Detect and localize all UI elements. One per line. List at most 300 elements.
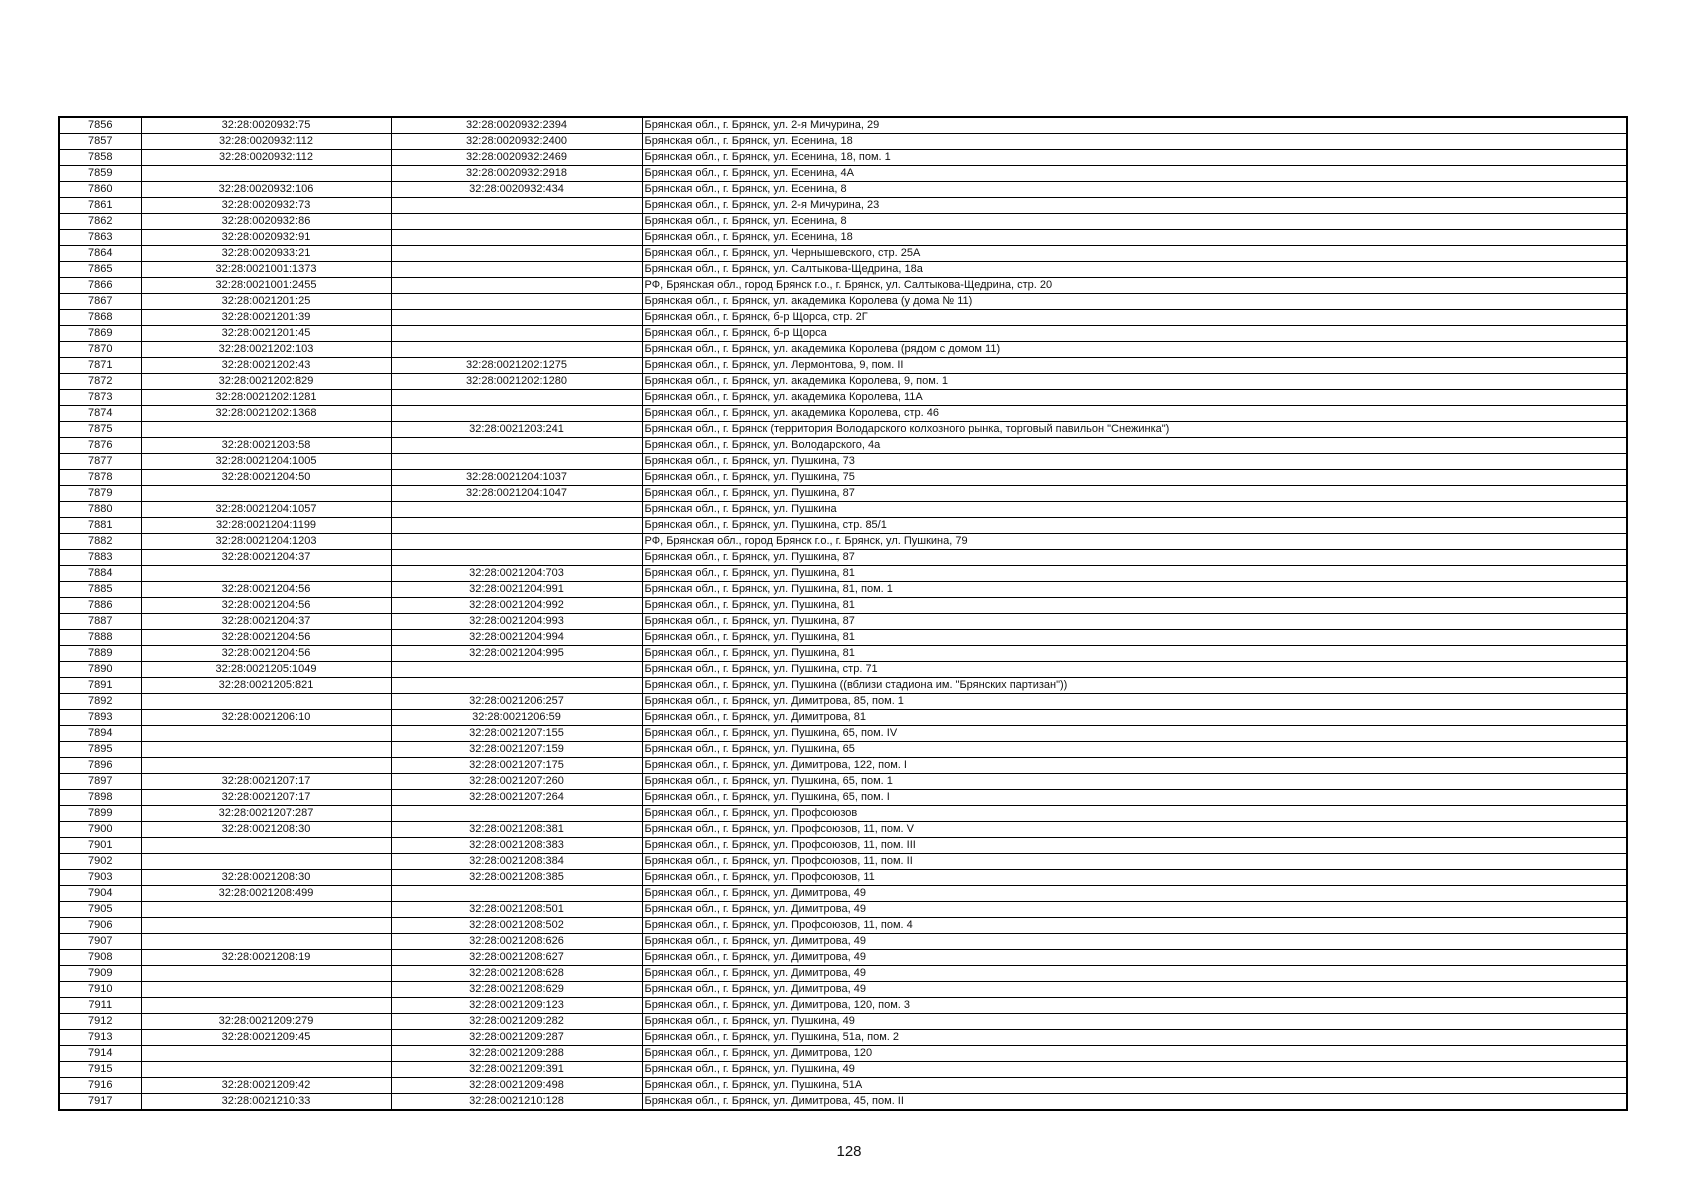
address-cell: Брянская обл., г. Брянск, ул. Пушкина, 65, пом. IV [642,726,1627,742]
object-cadastral-number-cell: 32:28:0021207:175 [391,758,642,774]
object-cadastral-number-cell: 32:28:0020932:2394 [391,117,642,134]
object-cadastral-number-cell: 32:28:0021208:502 [391,918,642,934]
land-cadastral-number-cell [141,1046,391,1062]
address-cell: Брянская обл., г. Брянск, ул. Пушкина, 49 [642,1062,1627,1078]
row-number-cell: 7861 [59,198,141,214]
row-number-cell: 7910 [59,982,141,998]
land-cadastral-number-cell: 32:28:0021205:821 [141,678,391,694]
address-cell: Брянская обл., г. Брянск, ул. Пушкина, 81, пом. 1 [642,582,1627,598]
row-number-cell: 7865 [59,262,141,278]
row-number-cell: 7895 [59,742,141,758]
land-cadastral-number-cell: 32:28:0021204:37 [141,614,391,630]
address-cell: Брянская обл., г. Брянск, ул. Димитрова, 49 [642,886,1627,902]
address-cell: Брянская обл., г. Брянск, ул. Профсоюзов, 11, пом. 4 [642,918,1627,934]
row-number-cell: 7882 [59,534,141,550]
object-cadastral-number-cell [391,406,642,422]
address-cell: Брянская обл., г. Брянск, ул. Лермонтова, 9, пом. II [642,358,1627,374]
table-row [59,774,1627,790]
row-number-cell: 7862 [59,214,141,230]
object-cadastral-number-cell [391,678,642,694]
land-cadastral-number-cell: 32:28:0020933:21 [141,246,391,262]
land-cadastral-number-cell: 32:28:0021204:1057 [141,502,391,518]
land-cadastral-number-cell [141,422,391,438]
row-number-cell: 7868 [59,310,141,326]
table-row [59,806,1627,822]
address-cell: Брянская обл., г. Брянск, ул. Салтыкова-Щедрина, 18а [642,262,1627,278]
object-cadastral-number-cell: 32:28:0021202:1275 [391,358,642,374]
land-cadastral-number-cell: 32:28:0021202:43 [141,358,391,374]
object-cadastral-number-cell: 32:28:0021204:995 [391,646,642,662]
object-cadastral-number-cell: 32:28:0021206:59 [391,710,642,726]
address-cell: Брянская обл., г. Брянск, ул. Димитрова, 49 [642,950,1627,966]
address-cell: Брянская обл., г. Брянск, ул. Профсоюзов, 11, пом. III [642,838,1627,854]
row-number-cell: 7872 [59,374,141,390]
object-cadastral-number-cell: 32:28:0020932:2400 [391,134,642,150]
land-cadastral-number-cell [141,838,391,854]
row-number-cell: 7908 [59,950,141,966]
object-cadastral-number-cell [391,230,642,246]
address-cell: Брянская обл., г. Брянск, ул. Есенина, 8 [642,182,1627,198]
row-number-cell: 7884 [59,566,141,582]
object-cadastral-number-cell [391,438,642,454]
object-cadastral-number-cell [391,502,642,518]
object-cadastral-number-cell [391,294,642,310]
object-cadastral-number-cell [391,662,642,678]
land-cadastral-number-cell: 32:28:0021208:30 [141,870,391,886]
land-cadastral-number-cell: 32:28:0021210:33 [141,1094,391,1111]
row-number-cell: 7857 [59,134,141,150]
row-number-cell: 7883 [59,550,141,566]
row-number-cell: 7898 [59,790,141,806]
address-cell: Брянская обл., г. Брянск, ул. Пушкина, 65, пом. 1 [642,774,1627,790]
row-number-cell: 7913 [59,1030,141,1046]
land-cadastral-number-cell: 32:28:0021202:1368 [141,406,391,422]
address-cell: Брянская обл., г. Брянск, ул. Пушкина, 87 [642,614,1627,630]
address-cell: Брянская обл., г. Брянск, ул. Пушкина, 81 [642,630,1627,646]
object-cadastral-number-cell: 32:28:0021209:123 [391,998,642,1014]
table-row [59,662,1627,678]
object-cadastral-number-cell: 32:28:0021208:381 [391,822,642,838]
table-row [59,1062,1627,1078]
table-row [59,502,1627,518]
table-row [59,246,1627,262]
table-row [59,1014,1627,1030]
address-cell: Брянская обл., г. Брянск, ул. Пушкина, 51а, пом. 2 [642,1030,1627,1046]
row-number-cell: 7907 [59,934,141,950]
land-cadastral-number-cell: 32:28:0020932:73 [141,198,391,214]
table-body [59,117,1627,1110]
object-cadastral-number-cell: 32:28:0021207:264 [391,790,642,806]
object-cadastral-number-cell [391,278,642,294]
object-cadastral-number-cell: 32:28:0021207:159 [391,742,642,758]
land-cadastral-number-cell [141,998,391,1014]
land-cadastral-number-cell: 32:28:0021208:499 [141,886,391,902]
table-row [59,582,1627,598]
table-row [59,150,1627,166]
object-cadastral-number-cell: 32:28:0021208:629 [391,982,642,998]
land-cadastral-number-cell: 32:28:0020932:75 [141,117,391,134]
land-cadastral-number-cell: 32:28:0020932:112 [141,150,391,166]
object-cadastral-number-cell: 32:28:0021208:628 [391,966,642,982]
table-row [59,950,1627,966]
table-row [59,966,1627,982]
object-cadastral-number-cell: 32:28:0021209:288 [391,1046,642,1062]
table-row [59,918,1627,934]
address-cell: Брянская обл., г. Брянск, ул. Димитрова, 49 [642,982,1627,998]
row-number-cell: 7912 [59,1014,141,1030]
land-cadastral-number-cell: 32:28:0020932:112 [141,134,391,150]
table-row [59,262,1627,278]
row-number-cell: 7881 [59,518,141,534]
land-cadastral-number-cell: 32:28:0020932:91 [141,230,391,246]
table-row [59,1030,1627,1046]
row-number-cell: 7893 [59,710,141,726]
object-cadastral-number-cell: 32:28:0021209:287 [391,1030,642,1046]
table-row [59,998,1627,1014]
object-cadastral-number-cell: 32:28:0021208:627 [391,950,642,966]
address-cell: Брянская обл., г. Брянск, ул. Димитрова, 49 [642,902,1627,918]
land-cadastral-number-cell: 32:28:0021203:58 [141,438,391,454]
object-cadastral-number-cell [391,214,642,230]
row-number-cell: 7899 [59,806,141,822]
table-row [59,886,1627,902]
address-cell: Брянская обл., г. Брянск, ул. академика Королева (у дома № 11) [642,294,1627,310]
table-row [59,870,1627,886]
land-cadastral-number-cell [141,758,391,774]
row-number-cell: 7858 [59,150,141,166]
row-number-cell: 7896 [59,758,141,774]
row-number-cell: 7890 [59,662,141,678]
table-row [59,550,1627,566]
table-row [59,982,1627,998]
object-cadastral-number-cell [391,390,642,406]
table-row [59,710,1627,726]
address-cell: Брянская обл., г. Брянск, ул. Димитрова, 120 [642,1046,1627,1062]
address-cell: Брянская обл., г. Брянск, ул. Пушкина ((вблизи стадиона им. "Брянских партизан")) [642,678,1627,694]
address-cell: Брянская обл., г. Брянск, ул. Пушкина, 65 [642,742,1627,758]
land-cadastral-number-cell: 32:28:0021202:103 [141,342,391,358]
table-row [59,470,1627,486]
table-row [59,117,1627,134]
object-cadastral-number-cell: 32:28:0020932:2918 [391,166,642,182]
row-number-cell: 7909 [59,966,141,982]
row-number-cell: 7903 [59,870,141,886]
address-cell: Брянская обл., г. Брянск, ул. Димитрова, 120, пом. 3 [642,998,1627,1014]
row-number-cell: 7867 [59,294,141,310]
table-row [59,598,1627,614]
object-cadastral-number-cell: 32:28:0021206:257 [391,694,642,710]
table-row [59,822,1627,838]
object-cadastral-number-cell [391,310,642,326]
row-number-cell: 7900 [59,822,141,838]
land-cadastral-number-cell: 32:28:0021204:1203 [141,534,391,550]
address-cell: Брянская обл., г. Брянск, ул. Профсоюзов, 11 [642,870,1627,886]
land-cadastral-number-cell [141,1062,391,1078]
address-cell: Брянская обл., г. Брянск, ул. академика Королева, стр. 46 [642,406,1627,422]
table-row [59,438,1627,454]
row-number-cell: 7901 [59,838,141,854]
table-row [59,518,1627,534]
address-cell: Брянская обл., г. Брянск, ул. Есенина, 8 [642,214,1627,230]
address-cell: Брянская обл., г. Брянск, ул. Пушкина, стр. 71 [642,662,1627,678]
land-cadastral-number-cell: 32:28:0021202:829 [141,374,391,390]
object-cadastral-number-cell [391,262,642,278]
land-cadastral-number-cell: 32:28:0021204:1199 [141,518,391,534]
address-cell: Брянская обл., г. Брянск, ул. Пушкина, 81 [642,598,1627,614]
address-cell: Брянская обл., г. Брянск, ул. Пушкина, 73 [642,454,1627,470]
table-row [59,838,1627,854]
object-cadastral-number-cell: 32:28:0021209:498 [391,1078,642,1094]
address-cell: Брянская обл., г. Брянск, ул. 2-я Мичурина, 29 [642,117,1627,134]
address-cell: Брянская обл., г. Брянск, ул. Димитрова, 49 [642,966,1627,982]
land-cadastral-number-cell [141,166,391,182]
table-row [59,854,1627,870]
address-cell: Брянская обл., г. Брянск, ул. 2-я Мичурина, 23 [642,198,1627,214]
table-row [59,566,1627,582]
address-cell: Брянская обл., г. Брянск, ул. Пушкина, 87 [642,550,1627,566]
cadastral-table [58,116,1628,1111]
land-cadastral-number-cell: 32:28:0021204:50 [141,470,391,486]
land-cadastral-number-cell: 32:28:0021001:1373 [141,262,391,278]
address-cell: Брянская обл., г. Брянск, б-р Щорса, стр. 2Г [642,310,1627,326]
table-row [59,278,1627,294]
address-cell: Брянская обл., г. Брянск, ул. Пушкина, 65, пом. I [642,790,1627,806]
address-cell: Брянская обл., г. Брянск, ул. Пушкина, 49 [642,1014,1627,1030]
land-cadastral-number-cell [141,566,391,582]
land-cadastral-number-cell [141,694,391,710]
row-number-cell: 7886 [59,598,141,614]
row-number-cell: 7876 [59,438,141,454]
table-row [59,374,1627,390]
land-cadastral-number-cell: 32:28:0021204:37 [141,550,391,566]
land-cadastral-number-cell: 32:28:0021201:25 [141,294,391,310]
address-cell: Брянская обл., г. Брянск, ул. Пушкина, 81 [642,646,1627,662]
land-cadastral-number-cell: 32:28:0021209:279 [141,1014,391,1030]
land-cadastral-number-cell [141,726,391,742]
row-number-cell: 7887 [59,614,141,630]
object-cadastral-number-cell [391,886,642,902]
row-number-cell: 7860 [59,182,141,198]
table-row [59,614,1627,630]
land-cadastral-number-cell: 32:28:0021201:45 [141,326,391,342]
object-cadastral-number-cell: 32:28:0021207:155 [391,726,642,742]
page-number: 128 [836,1143,862,1160]
object-cadastral-number-cell: 32:28:0021207:260 [391,774,642,790]
land-cadastral-number-cell [141,486,391,502]
address-cell: Брянская обл., г. Брянск, ул. Пушкина, стр. 85/1 [642,518,1627,534]
address-cell: Брянская обл., г. Брянск, ул. Есенина, 18, пом. 1 [642,150,1627,166]
row-number-cell: 7866 [59,278,141,294]
table-row [59,310,1627,326]
address-cell: Брянская обл., г. Брянск, ул. Пушкина, 81 [642,566,1627,582]
row-number-cell: 7870 [59,342,141,358]
object-cadastral-number-cell: 32:28:0021204:994 [391,630,642,646]
land-cadastral-number-cell: 32:28:0021207:17 [141,790,391,806]
table-row [59,198,1627,214]
row-number-cell: 7916 [59,1078,141,1094]
row-number-cell: 7902 [59,854,141,870]
object-cadastral-number-cell: 32:28:0021204:1037 [391,470,642,486]
object-cadastral-number-cell [391,246,642,262]
row-number-cell: 7917 [59,1094,141,1111]
row-number-cell: 7856 [59,117,141,134]
object-cadastral-number-cell: 32:28:0021203:241 [391,422,642,438]
row-number-cell: 7892 [59,694,141,710]
object-cadastral-number-cell: 32:28:0021208:385 [391,870,642,886]
row-number-cell: 7888 [59,630,141,646]
address-cell: Брянская обл., г. Брянск, ул. Пушкина, 51А [642,1078,1627,1094]
object-cadastral-number-cell: 32:28:0021204:991 [391,582,642,598]
address-cell: РФ, Брянская обл., город Брянск г.о., г. Брянск, ул. Салтыкова-Щедрина, стр. 20 [642,278,1627,294]
object-cadastral-number-cell [391,198,642,214]
address-cell: Брянская обл., г. Брянск, ул. Есенина, 4А [642,166,1627,182]
object-cadastral-number-cell [391,534,642,550]
row-number-cell: 7859 [59,166,141,182]
land-cadastral-number-cell [141,982,391,998]
table-row [59,166,1627,182]
row-number-cell: 7911 [59,998,141,1014]
object-cadastral-number-cell: 32:28:0021202:1280 [391,374,642,390]
row-number-cell: 7894 [59,726,141,742]
land-cadastral-number-cell [141,742,391,758]
row-number-cell: 7914 [59,1046,141,1062]
table-row [59,326,1627,342]
address-cell: Брянская обл., г. Брянск, ул. Есенина, 18 [642,134,1627,150]
row-number-cell: 7869 [59,326,141,342]
table-row [59,358,1627,374]
table-row [59,182,1627,198]
object-cadastral-number-cell [391,342,642,358]
table-row [59,630,1627,646]
object-cadastral-number-cell: 32:28:0021204:992 [391,598,642,614]
address-cell: Брянская обл., г. Брянск, ул. Димитрова, 45, пом. II [642,1094,1627,1111]
object-cadastral-number-cell: 32:28:0021210:128 [391,1094,642,1111]
object-cadastral-number-cell: 32:28:0021208:501 [391,902,642,918]
address-cell: РФ, Брянская обл., город Брянск г.о., г. Брянск, ул. Пушкина, 79 [642,534,1627,550]
address-cell: Брянская обл., г. Брянск, ул. академика Королева, 9, пом. 1 [642,374,1627,390]
land-cadastral-number-cell: 32:28:0021204:56 [141,598,391,614]
object-cadastral-number-cell: 32:28:0021204:993 [391,614,642,630]
land-cadastral-number-cell: 32:28:0021209:45 [141,1030,391,1046]
object-cadastral-number-cell: 32:28:0021208:626 [391,934,642,950]
table-row [59,134,1627,150]
object-cadastral-number-cell: 32:28:0021208:383 [391,838,642,854]
object-cadastral-number-cell: 32:28:0021204:1047 [391,486,642,502]
row-number-cell: 7879 [59,486,141,502]
address-cell: Брянская обл., г. Брянск, ул. академика Королева (рядом с домом 11) [642,342,1627,358]
row-number-cell: 7873 [59,390,141,406]
address-cell: Брянская обл., г. Брянск, ул. Пушкина, 75 [642,470,1627,486]
land-cadastral-number-cell: 32:28:0020932:86 [141,214,391,230]
table-row [59,422,1627,438]
table-row [59,902,1627,918]
land-cadastral-number-cell: 32:28:0020932:106 [141,182,391,198]
table-row [59,454,1627,470]
address-cell: Брянская обл., г. Брянск, ул. Профсоюзов [642,806,1627,822]
land-cadastral-number-cell: 32:28:0021204:56 [141,646,391,662]
table-row [59,726,1627,742]
row-number-cell: 7906 [59,918,141,934]
object-cadastral-number-cell: 32:28:0021204:703 [391,566,642,582]
row-number-cell: 7880 [59,502,141,518]
row-number-cell: 7878 [59,470,141,486]
object-cadastral-number-cell: 32:28:0020932:2469 [391,150,642,166]
row-number-cell: 7885 [59,582,141,598]
land-cadastral-number-cell [141,854,391,870]
table-row [59,406,1627,422]
row-number-cell: 7864 [59,246,141,262]
land-cadastral-number-cell [141,902,391,918]
address-cell: Брянская обл., г. Брянск, ул. академика Королева, 11А [642,390,1627,406]
object-cadastral-number-cell [391,326,642,342]
address-cell: Брянская обл., г. Брянск, ул. Димитрова, 81 [642,710,1627,726]
table-row [59,934,1627,950]
table-row [59,230,1627,246]
object-cadastral-number-cell [391,806,642,822]
land-cadastral-number-cell: 32:28:0021209:42 [141,1078,391,1094]
land-cadastral-number-cell: 32:28:0021204:1005 [141,454,391,470]
land-cadastral-number-cell: 32:28:0021208:19 [141,950,391,966]
table-row [59,390,1627,406]
land-cadastral-number-cell: 32:28:0021208:30 [141,822,391,838]
address-cell: Брянская обл., г. Брянск, ул. Пушкина [642,502,1627,518]
address-cell: Брянская обл., г. Брянск, ул. Есенина, 18 [642,230,1627,246]
address-cell: Брянская обл., г. Брянск (территория Володарского колхозного рынка, торговый павильон "Снежинка") [642,422,1627,438]
land-cadastral-number-cell: 32:28:0021207:17 [141,774,391,790]
object-cadastral-number-cell [391,550,642,566]
land-cadastral-number-cell: 32:28:0021205:1049 [141,662,391,678]
table-row [59,342,1627,358]
land-cadastral-number-cell: 32:28:0021206:10 [141,710,391,726]
land-cadastral-number-cell [141,934,391,950]
table-row [59,1078,1627,1094]
object-cadastral-number-cell [391,518,642,534]
row-number-cell: 7904 [59,886,141,902]
table-row [59,1094,1627,1111]
land-cadastral-number-cell: 32:28:0021204:56 [141,630,391,646]
row-number-cell: 7874 [59,406,141,422]
table-row [59,758,1627,774]
land-cadastral-number-cell: 32:28:0021204:56 [141,582,391,598]
address-cell: Брянская обл., г. Брянск, ул. Димитрова, 49 [642,934,1627,950]
land-cadastral-number-cell: 32:28:0021001:2455 [141,278,391,294]
land-cadastral-number-cell: 32:28:0021202:1281 [141,390,391,406]
address-cell: Брянская обл., г. Брянск, ул. Профсоюзов, 11, пом. V [642,822,1627,838]
table-row [59,678,1627,694]
table-row [59,486,1627,502]
address-cell: Брянская обл., г. Брянск, ул. Димитрова, 85, пом. 1 [642,694,1627,710]
address-cell: Брянская обл., г. Брянск, ул. Чернышевского, стр. 25А [642,246,1627,262]
address-cell: Брянская обл., г. Брянск, ул. Пушкина, 87 [642,486,1627,502]
row-number-cell: 7889 [59,646,141,662]
table-row [59,646,1627,662]
address-cell: Брянская обл., г. Брянск, ул. Володарского, 4а [642,438,1627,454]
table-row [59,214,1627,230]
table-row [59,742,1627,758]
land-cadastral-number-cell [141,966,391,982]
address-cell: Брянская обл., г. Брянск, ул. Профсоюзов, 11, пом. II [642,854,1627,870]
address-cell: Брянская обл., г. Брянск, ул. Димитрова, 122, пом. I [642,758,1627,774]
object-cadastral-number-cell: 32:28:0021209:282 [391,1014,642,1030]
row-number-cell: 7877 [59,454,141,470]
row-number-cell: 7863 [59,230,141,246]
table-row [59,294,1627,310]
row-number-cell: 7905 [59,902,141,918]
table-row [59,1046,1627,1062]
object-cadastral-number-cell: 32:28:0021208:384 [391,854,642,870]
row-number-cell: 7897 [59,774,141,790]
object-cadastral-number-cell: 32:28:0021209:391 [391,1062,642,1078]
